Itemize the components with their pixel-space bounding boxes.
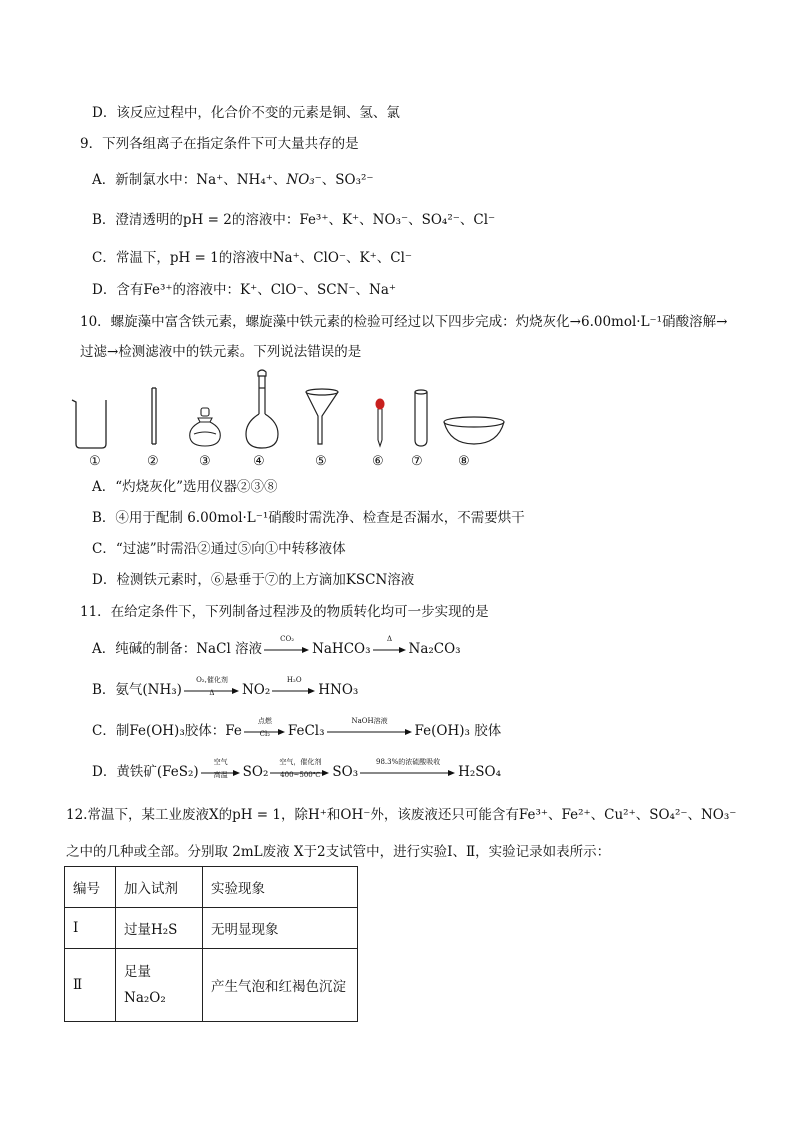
q11-b-cond1: O₂,催化剂 xyxy=(196,675,228,684)
q11-d-cond1: 空气 xyxy=(213,757,228,766)
experiment-table xyxy=(64,866,358,1022)
table-header-row xyxy=(65,867,358,908)
table-header: 实验现象 xyxy=(203,867,358,908)
q11-a-cond2: Δ xyxy=(386,634,393,643)
reaction-arrow xyxy=(272,675,316,695)
q11-b-product1: NO₂ xyxy=(241,682,271,698)
q9-option-d: D．含有Fe³⁺的溶液中：K⁺、ClO⁻、SCN⁻、Na⁺ xyxy=(92,282,397,298)
q9-option-c: C．常温下，pH = 1的溶液中Na⁺、ClO⁻、K⁺、Cl⁻ xyxy=(92,250,413,266)
q11-a-cond1: CO₂ xyxy=(280,634,295,643)
q11-a-product2: Na₂CO₃ xyxy=(408,641,461,657)
q11-stem: 11．在给定条件下，下列制备过程涉及的物质转化均可一步实现的是 xyxy=(80,604,489,620)
q11-d-product1: SO₂ xyxy=(242,764,269,780)
q11-option-b xyxy=(92,675,359,699)
label-3: ③ xyxy=(199,454,211,469)
q9-option-a-ions: Na⁺、NH₄⁺、 xyxy=(196,172,287,188)
reaction-arrow xyxy=(360,757,456,777)
q9-option-a-label: A．新制氯水中： xyxy=(92,172,197,188)
q11-d-cond1b: 高温 xyxy=(213,770,228,779)
q11-a-product1: NaHCO₃ xyxy=(312,641,371,657)
q11-option-c xyxy=(92,716,502,740)
q9-option-a-italic-ion: NO₃⁻ xyxy=(286,172,322,188)
q11-c-cond2: NaOH溶液 xyxy=(351,716,388,725)
funnel-icon xyxy=(306,389,338,444)
q11-c-product2: Fe(OH)₃ 胶体 xyxy=(414,723,502,739)
q10-option-c: C．“过滤”时需沿②通过⑤向①中转移液体 xyxy=(92,541,346,557)
table-row xyxy=(65,908,358,949)
alcohol-lamp-icon xyxy=(190,408,221,446)
reaction-arrow xyxy=(373,634,407,654)
q11-a-lead: A．纯碱的制备：NaCl 溶液 xyxy=(92,641,263,657)
glass-rod-icon xyxy=(152,388,156,444)
table-cell: I xyxy=(65,908,116,949)
label-8: ⑧ xyxy=(458,454,470,469)
table-cell: 过量H₂S xyxy=(116,908,203,949)
q11-d-cond3: 98.3%的浓硫酸吸收 xyxy=(375,757,441,766)
q11-d-cond2b: 400~500℃ xyxy=(280,770,321,779)
q10-stem-line1: 10．螺旋藻中富含铁元素，螺旋藻中铁元素的检验可经过以下四步完成：灼烧灰化→6.00mol·L⁻¹硝酸溶解→ xyxy=(80,314,728,330)
q11-c-lead: C．制Fe(OH)₃胶体：Fe xyxy=(92,723,242,739)
label-6: ⑥ xyxy=(372,454,384,469)
reaction-arrow xyxy=(264,634,310,654)
table-header: 加入试剂 xyxy=(116,867,203,908)
table-cell: 产生气泡和红褐色沉淀 xyxy=(203,949,358,1022)
q10-stem-line2: 过滤→检测滤液中的铁元素。下列说法错误的是 xyxy=(80,344,362,360)
volumetric-flask-icon xyxy=(246,370,278,448)
label-4: ④ xyxy=(253,454,265,469)
reaction-arrow xyxy=(244,716,286,738)
q11-b-cond1b: Δ xyxy=(209,688,215,697)
q8-option-d: D．该反应过程中，化合价不变的元素是铜、氢、氯 xyxy=(92,105,400,121)
label-5: ⑤ xyxy=(315,454,327,469)
q11-b-product2: HNO₃ xyxy=(318,682,359,698)
q9-option-a-rest: 、SO₃²⁻ xyxy=(321,172,374,188)
q10-option-b: B．④用于配制 6.00mol·L⁻¹硝酸时需洗净、检查是否漏水，不需要烘干 xyxy=(92,510,525,526)
evaporating-dish-icon xyxy=(444,417,504,444)
beaker-icon xyxy=(72,400,106,448)
label-2: ② xyxy=(147,454,159,469)
q11-option-d xyxy=(92,757,502,781)
label-7: ⑦ xyxy=(411,454,423,469)
q11-c-cond1b: Cl₂ xyxy=(259,729,271,738)
table-header: 编号 xyxy=(65,867,116,908)
reaction-arrow xyxy=(201,757,241,779)
q11-b-cond2: H₂O xyxy=(286,675,302,684)
q11-c-product1: FeCl₃ xyxy=(287,723,325,739)
reaction-arrow xyxy=(270,757,330,779)
table-cell: 无明显现象 xyxy=(203,908,358,949)
q10-option-a: A．“灼烧灰化”选用仪器②③⑧ xyxy=(92,479,278,495)
table-row xyxy=(65,949,358,1022)
q11-c-cond1: 点燃 xyxy=(257,716,272,725)
label-1: ① xyxy=(89,454,101,469)
dropper-icon xyxy=(376,399,384,446)
q11-option-a xyxy=(92,634,461,658)
reaction-arrow xyxy=(327,716,413,736)
q11-d-product3: H₂SO₄ xyxy=(458,764,502,780)
q9-option-b: B．澄清透明的pH = 2的溶液中：Fe³⁺、K⁺、NO₃⁻、SO₄²⁻、Cl⁻ xyxy=(92,212,496,228)
q9-option-a xyxy=(92,171,374,189)
q9-stem: 9．下列各组离子在指定条件下可大量共存的是 xyxy=(80,136,359,152)
q12-stem-line2: 之中的几种或全部。分别取 2mL废液 X于2支试管中，进行实验Ⅰ、Ⅱ，实验记录如表所示： xyxy=(66,844,611,860)
q12-stem-line1: 12.常温下，某工业废液X的pH = 1，除H⁺和OH⁻外，该废液还只可能含有Fe³⁺、Fe²⁺、Cu²⁺、SO₄²⁻、NO₃⁻ xyxy=(66,807,737,823)
q10-option-d: D．检测铁元素时，⑥悬垂于⑦的上方滴加KSCN溶液 xyxy=(92,572,415,588)
reaction-arrow xyxy=(184,675,240,697)
table-cell: 足量 Na₂O₂ xyxy=(116,949,203,1022)
test-tube-icon xyxy=(415,390,427,446)
table-cell: Ⅱ xyxy=(65,949,116,1022)
q11-d-product2: SO₃ xyxy=(332,764,359,780)
apparatus-figure xyxy=(60,366,520,454)
q11-d-lead: D．黄铁矿(FeS₂) xyxy=(92,764,199,780)
q11-b-lead: B．氨气(NH₃) xyxy=(92,682,182,698)
q11-d-cond2: 空气，催化剂 xyxy=(279,757,322,766)
